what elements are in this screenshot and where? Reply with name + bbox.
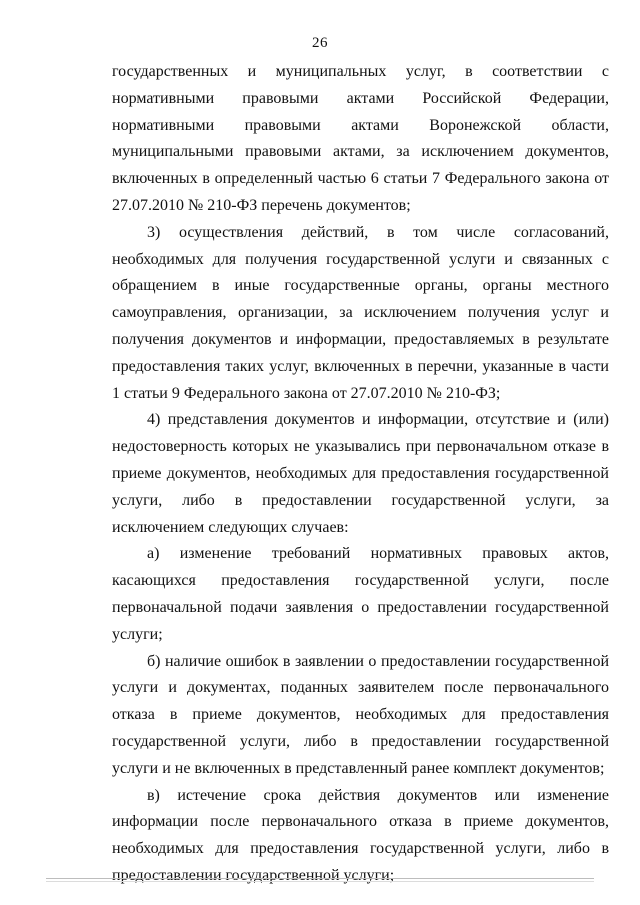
paragraph-subitem-b: б) наличие ошибок в заявлении о предоставлении государственной услуги и документах, поданных заявителем после первоначального отказа в приеме документов, необходимых для предоставления государственной услуги, либо в предоставлении государственной услуги и не включенных в представленный ранее комплект документов; [112,652,609,777]
paragraph-subitem-a: а) изменение требований нормативных правовых актов, касающихся предоставления государственной услуги, после первоначальной подачи заявления о предоставлении государственной услуги; [112,545,609,643]
footer-divider [46,878,594,879]
paragraph-item-3: 3) осуществления действий, в том числе согласований, необходимых для получения государственной услуги и связанных с обращением в иные государственные органы, органы местного самоуправления, организации, за исключением получения услуг и получения документов и информации, предоставляемых в результате предоставления таких услуг, включенных в перечни, указанные в части 1 статьи 9 Федерального закона от 27.07.2010 № 210-ФЗ; [112,223,609,402]
paragraph-item-4: 4) представления документов и информации, отсутствие и (или) недостоверность которых не указывались при первоначальном отказе в приеме документов, необходимых для предоставления государственной услуги, либо в предоставлении государственной услуги, за исключением следующих случаев: [112,411,609,536]
paragraph-subitem-v: в) истечение срока действия документов или изменение информации после первоначального отказа в приеме документов, необходимых для предоставления государственной услуги, либо в предоставлении государственной услуги; [112,786,609,884]
paragraph-continuation: государственных и муниципальных услуг, в соответствии с нормативными правовыми актами Российской Федерации, нормативными правовыми актами Воронежской области, муниципальными правовыми актами, за исключением документов, включенных в определенный частью 6 статьи 7 Федерального закона от 27.07.2010 № 210-ФЗ перечень документов; [112,63,609,214]
document-body [112,59,609,890]
page-number: 26 [312,35,328,51]
